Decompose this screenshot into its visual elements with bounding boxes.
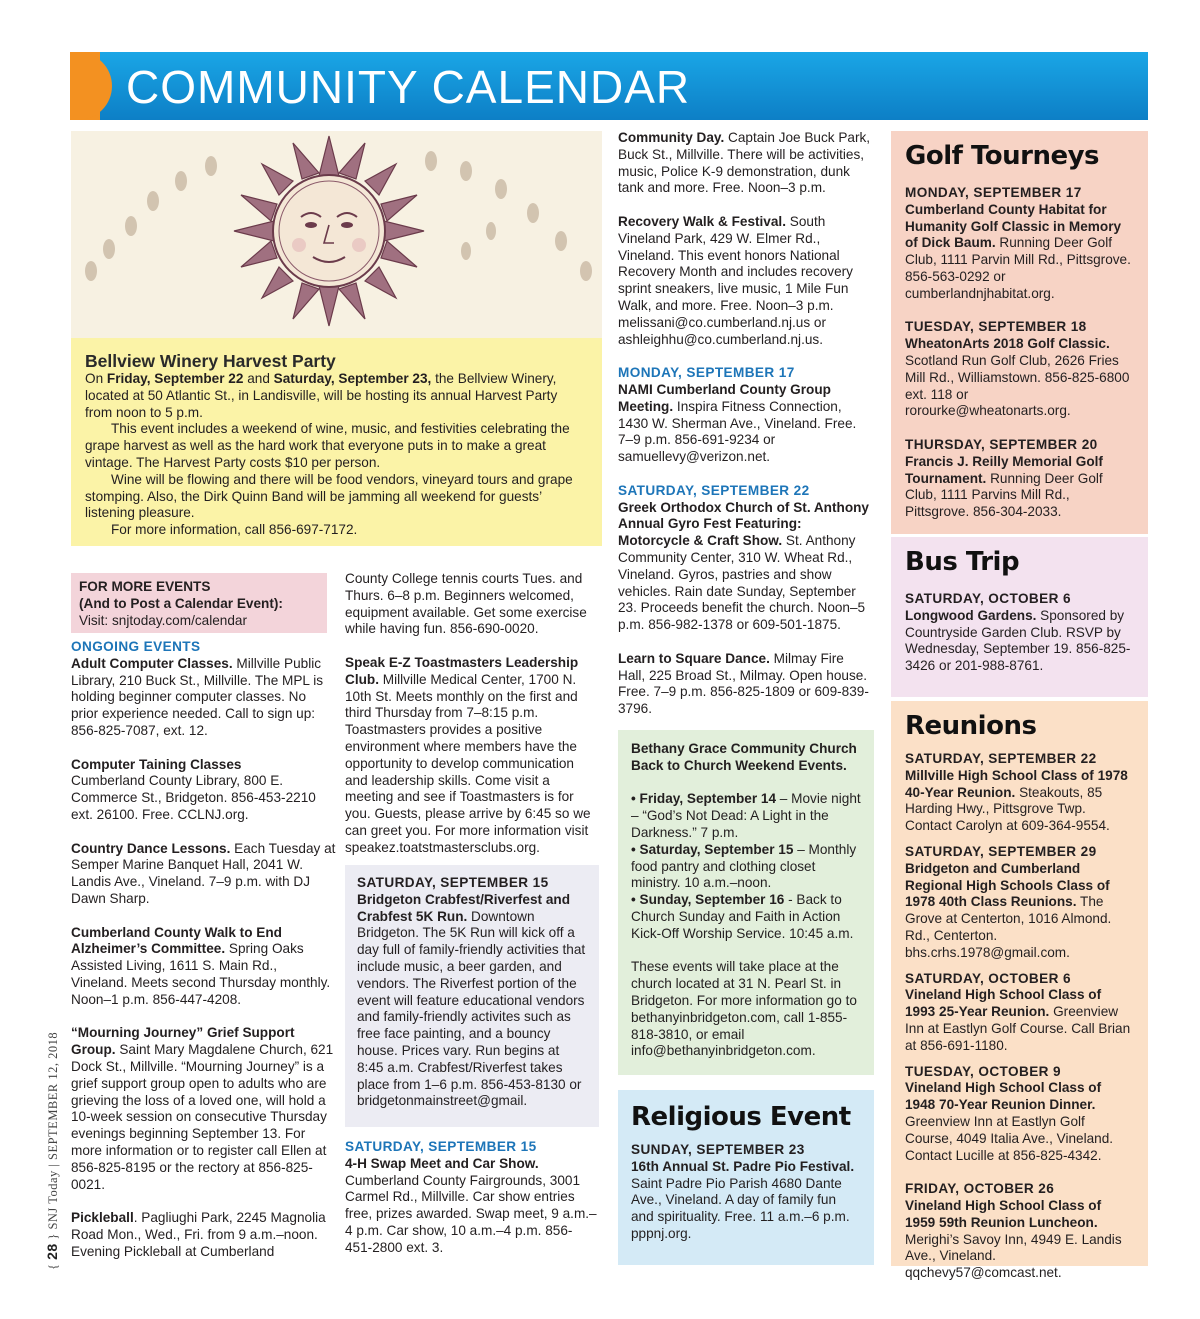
event-body: . Pagliughi Park, 2245 Magnolia Road Mon., Wed., Fri. from 9 a.m.–noon. Evening Pickleball at Cumberland (71, 1210, 326, 1259)
section-heading: ONGOING EVENTS (71, 639, 201, 654)
reunions-box (891, 701, 1148, 1281)
event-entry (905, 1198, 1134, 1282)
ongoing-events-column (71, 639, 336, 1277)
feature-paragraph-1 (85, 371, 588, 421)
events-column-2-lower (345, 1139, 599, 1257)
page-number: 28 (44, 1243, 60, 1260)
event-body: St. Anthony Community Center, 310 W. Wheat Rd., Vineland. Gyros, pastries and show vehicles. Rain date Sunday, September 23. Proceeds benefit the church. Noon–5 p.m. 856-982-1378 or 609-501-1875. (618, 533, 866, 633)
page-folio: { 28 } SNJ Today | SEPTEMBER 12, 2018 (44, 1031, 60, 1270)
bethany-church-box (618, 730, 874, 1075)
event-body: Cumberland County Library, 800 E. Commerce St., Bridgeton. 856-453-2210 ext. 26100. Free. CCLNJ.org. (71, 773, 316, 822)
event-entry (618, 500, 874, 634)
event-title: Computer Taining Classes (71, 756, 242, 772)
text: the Bellview Winery, located at 50 Atlantic St., in Landisville, will be hosting its annual Harvest Party from noon to 5 p.m. (85, 371, 558, 420)
event-date: SATURDAY, SEPTEMBER 15 (357, 875, 549, 890)
event-entry (618, 651, 874, 718)
event-title: Speak E-Z Toastmasters Leadership Club. (345, 654, 579, 687)
event-entry (71, 925, 336, 1009)
event-body: South Vineland Park, 429 W. Elmer Rd., Vineland. This event honors National Recovery Month and includes recovery sprint sneakers, live music, 1 Mile Fun Walk, and more. Free. Noon–3 p.m. melissani@co.cumberland.nj.us or ashleighhu@co.cumberland.nj.us. (618, 213, 853, 347)
bethany-title: Bethany Grace Community Church Back to Church Weekend Events. (631, 741, 857, 773)
event-title: Learn to Square Dance. (618, 650, 770, 666)
event-entry (905, 768, 1134, 835)
more-events-subheading: (And to Post a Calendar Event): (79, 595, 283, 611)
event-body: Millville Public Library, 210 Buck St., Millville. The MPL is holding beginner computer classes. No prior experience needed. Call to sign up: 856-825-7087, ext. 12. (71, 655, 324, 738)
event-body: Greenview Inn at Eastlyn Golf Course, 4049 Italia Ave., Vineland. Contact Lucille at 856-825-4342. (905, 1113, 1114, 1163)
event-title: 16th Annual St. Padre Pio Festival. (631, 1158, 855, 1174)
event-body: Cumberland County Fairgrounds, 3001 Carmel Rd., Millville. Car show entries free, prizes awarded. Swap meet, 9 a.m.–4 p.m. Car show, 10 a.m.–4 p.m. 856-451-2800 ext. 3. (345, 1172, 597, 1255)
event-entry (631, 1159, 861, 1243)
event-body: County College tennis courts Tues. and Thurs. 6–8 p.m. Beginners welcomed, equipment available. Get some exercise while having fun. 856-690-0020. (345, 571, 587, 637)
box-heading: Reunions (905, 711, 1037, 741)
religious-event-box (618, 1090, 874, 1265)
event-title: Francis J. Reilly Memorial Golf Tournament. (905, 453, 1103, 486)
event-title: Recovery Walk & Festival. (618, 213, 786, 229)
event-body: Downtown Bridgeton. The 5K Run will kick off a day full of family-friendly activities that include music, a beer garden, and vendors. The Riverfest portion of the event will feature educational vendors and family-friendly activites such as free face painting, and a bouncy house. Prices vary. Run begins at 8:45 a.m. Crabfest/Riverfest takes place from 1–6 p.m. 856-453-8130 or bridgetonmainstreet@gmail. (357, 908, 586, 1109)
event-entry (905, 202, 1134, 303)
event-title: Greek Orthodox Church of St. Anthony Annual Gyro Fest Featuring: Motorcycle & Craft Show. (618, 499, 869, 549)
event-title: Vineland High School Class of 1959 59th Reunion Luncheon. (905, 1197, 1102, 1230)
feature-title: Bellview Winery Harvest Party (85, 351, 336, 371)
bethany-footer: These events will take place at the church located at 31 N. Pearl St. in Bridgeton. For more information go to bethanyinbridgeton.com, call 1-855-818-3810, or email info@bethanyinbridgeton.com. (631, 959, 857, 1059)
event-entry (905, 608, 1134, 675)
event-entry (618, 382, 874, 466)
date: Saturday, September 23, (273, 371, 432, 386)
events-column-2 (345, 571, 599, 873)
item-text: – Movie night – “God’s Not Dead: A Light in the Darkness.” 7 p.m. (631, 791, 861, 840)
box-heading: Religious Event (631, 1102, 851, 1132)
event-body: Saint Mary Magdalene Church, 621 Dock St., Millville. “Mourning Journey” is a grief support group open to adults who are grieving the loss of a loved one, will hold a 10-week session on consecutive Thursday evenings beginning September 13. For more information or to register call Ellen at 856-825-8195 or the rectory at 856-825-0021. (71, 1042, 334, 1192)
more-events-box (71, 573, 327, 633)
event-title: Country Dance Lessons. (71, 840, 231, 856)
event-title: WheatonArts 2018 Golf Classic. (905, 336, 1110, 352)
item-date: • Friday, September 14 (631, 791, 777, 807)
sun-illustration (71, 131, 602, 338)
events-column-3 (618, 130, 874, 735)
event-entry (357, 892, 587, 1110)
event-body: Milmay Fire Hall, 225 Broad St., Milmay. Open house. Free. 7–9 p.m. 856-825-1809 or 609-839-3796. (618, 650, 869, 717)
event-date: SATURDAY, OCTOBER 6 (905, 970, 1071, 986)
bethany-item (631, 791, 861, 841)
event-body: Scotland Run Golf Club, 2626 Fries Mill Rd., Williamstown. 856-825-6800 ext. 118 or rorourke@wheatonarts.org. (905, 352, 1130, 419)
event-entry (618, 130, 874, 197)
event-date: SATURDAY, SEPTEMBER 29 (905, 843, 1097, 859)
event-title: Millville High School Class of 1978 40-Year Reunion. (905, 767, 1128, 800)
event-body: Merighi’s Savoy Inn, 4949 E. Landis Ave., Vineland. qqchevy57@comcast.net. (905, 1231, 1122, 1281)
event-title: Pickleball (71, 1210, 134, 1226)
event-body: Millville Medical Center, 1700 N. 10th St. Meets monthly on the first and third Thursday from 7–8:15 p.m. Toastmasters provides a positive environment where members have the opportunity to develop communication and leadership skills. Come visit a meeting and see if Toastmasters is for you. Guests, please arrive by 6:45 so we can greet you. For more information visit speakez.toatstmastersclubs.org. (345, 671, 591, 855)
event-title: “Mourning Journey” Grief Support Group. (71, 1025, 295, 1058)
event-body: The Grove at Centerton, 1016 Almond. Rd., Centerton. bhs.crhs.1978@gmail.com. (905, 894, 1112, 960)
event-body: Captain Joe Buck Park, Buck St., Millville. There will be activities, music, Police K-9 demonstration, dunk tank and more. Free. Noon–3 p.m. (618, 130, 871, 196)
date: Friday, September 22 (106, 371, 244, 386)
event-body: Steakouts, 85 Harding Hwy., Pittsgrove Twp. Contact Carolyn at 609-364-9554. (905, 784, 1110, 834)
text: On (85, 371, 107, 386)
event-body: Sponsored by Countryside Garden Club. RSVP by Wednesday, September 19. 856-825-3426 or 201-988-8761. (905, 607, 1131, 674)
event-title: Vineland High School Class of 1948 70-Year Reunion Dinner. (905, 1080, 1102, 1113)
event-body: Spring Oaks Assisted Living, 1611 S. Main Rd., Vineland. Meets second Thursday monthly. Noon–1 p.m. 856-447-4208. (71, 941, 331, 1007)
event-entry (71, 757, 336, 824)
event-title: NAMI Cumberland County Group Meeting. (618, 381, 831, 414)
item-text: – Monthly food pantry and clothing closet ministry. 10 a.m.–noon. (631, 841, 857, 891)
event-entry (345, 1156, 599, 1257)
event-title: Vineland High School Class of 1993 25-Year Reunion. (905, 987, 1102, 1020)
event-body: Saint Padre Pio Parish 4680 Dante Ave., Vineland. A day of family fun and spirituality. Free. 11 a.m.–6 p.m. pppnj.org. (631, 1175, 850, 1241)
feature-event-box (71, 338, 602, 546)
event-title: 4-H Swap Meet and Car Show. (345, 1155, 539, 1171)
event-title: Adult Computer Classes. (71, 655, 233, 671)
event-entry (618, 214, 874, 348)
feature-paragraph-4: For more information, call 856-697-7172. (111, 522, 358, 538)
event-body: Running Deer Golf Club, 1111 Parvins Mill Rd., Pittsgrove. 856-304-2033. (905, 470, 1103, 520)
event-entry (905, 987, 1134, 1054)
event-entry (71, 1210, 336, 1260)
event-date: TUESDAY, SEPTEMBER 18 (905, 319, 1087, 335)
feature-paragraph-3: Wine will be flowing and there will be food vendors, vineyard tours and grape stomping. Also, the Dirk Quinn Band will be jamming all weekend for guests’ listening pleasure. (85, 471, 573, 521)
text: and (243, 371, 274, 386)
event-date: SATURDAY, SEPTEMBER 22 (905, 751, 1097, 766)
event-body: Each Tuesday at Semper Marine Banquet Hall, 2041 W. Landis Ave., Vineland. 7–9 p.m. with DJ Dawn Sharp. (71, 840, 336, 906)
event-entry (71, 656, 336, 740)
event-entry (905, 861, 1134, 962)
event-entry (905, 454, 1134, 521)
event-title: Cumberland County Habitat for Humanity Golf Classic in Memory of Dick Baum. (905, 201, 1122, 251)
event-date: MONDAY, SEPTEMBER 17 (905, 185, 1082, 200)
sun-icon (71, 131, 602, 338)
event-date: SATURDAY, OCTOBER 6 (905, 591, 1071, 606)
event-date: FRIDAY, OCTOBER 26 (905, 1181, 1055, 1197)
event-entry (345, 655, 599, 857)
publication-info: SNJ Today | SEPTEMBER 12, 2018 (46, 1031, 60, 1234)
event-entry (71, 1025, 336, 1193)
event-title: Cumberland County Walk to End Alzheimer’s Committee. (71, 924, 282, 957)
more-events-heading: FOR MORE EVENTS (79, 579, 211, 594)
event-title: Bridgeton and Cumberland Regional High Schools Class of 1978 40th Class Reunions. (905, 860, 1110, 910)
crabfest-box (345, 865, 599, 1127)
event-date: MONDAY, SEPTEMBER 17 (618, 365, 795, 381)
event-date: SUNDAY, SEPTEMBER 23 (631, 1142, 805, 1157)
bethany-item (631, 892, 861, 942)
event-entry (905, 1080, 1134, 1164)
event-title: Bridgeton Crabfest/Riverfest and Crabfest 5K Run. (357, 891, 571, 924)
event-body: Inspira Fitness Connection, 1430 W. Sherman Ave., Vineland. Free. 7–9 p.m. 856-691-9234 or samuellevy@verizon.net. (618, 398, 857, 465)
event-body: Greenview Inn at Eastlyn Golf Course. Call Brian at 856-691-1180. (905, 1004, 1131, 1053)
box-heading: Golf Tourneys (905, 141, 1100, 171)
golf-tourneys-box (891, 131, 1148, 534)
event-date: TUESDAY, OCTOBER 9 (905, 1063, 1062, 1079)
event-entry (71, 841, 336, 908)
page-title: COMMUNITY CALENDAR (126, 61, 691, 113)
event-entry (345, 571, 599, 638)
bus-trip-box (891, 537, 1148, 697)
event-date: SATURDAY, SEPTEMBER 15 (345, 1139, 537, 1154)
event-date: SATURDAY, SEPTEMBER 22 (618, 482, 810, 498)
box-heading: Bus Trip (905, 547, 1020, 577)
event-date: THURSDAY, SEPTEMBER 20 (905, 436, 1098, 452)
item-date: • Saturday, September 15 (631, 841, 794, 857)
item-text: - Back to Church Sunday and Faith in Action Kick-Off Worship Service. 10:45 a.m. (631, 892, 854, 941)
bethany-item (631, 842, 861, 892)
event-entry (905, 336, 1134, 420)
more-events-link[interactable]: Visit: snjtoday.com/calendar (79, 612, 247, 628)
event-title: Longwood Gardens. (905, 607, 1037, 623)
feature-paragraph-2: This event includes a weekend of wine, music, and festivities celebrating the grape harvest as well as the hard work that everyone puts in to make a great vintage. The Harvest Party costs $10 per person. (85, 421, 570, 470)
item-date: • Sunday, September 16 (631, 892, 785, 908)
event-body: Running Deer Golf Club, 1111 Parvin Mill Rd., Pittsgrove. 856-563-0292 or cumberlandnjhabitat.org. (905, 235, 1131, 301)
event-title: Community Day. (618, 130, 725, 145)
